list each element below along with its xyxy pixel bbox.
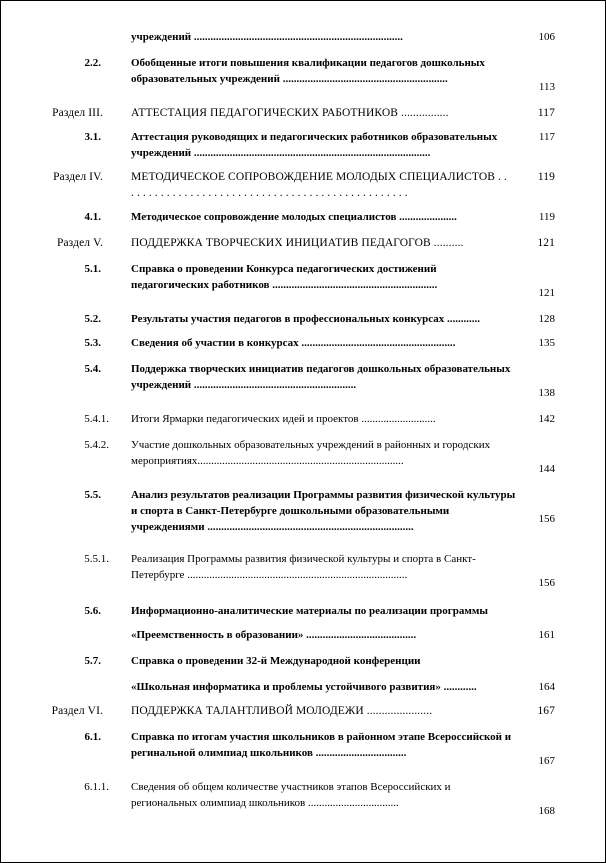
toc-entry-number: Раздел IV. [53, 171, 103, 183]
toc-entry-title-line: Сведения об участии в конкурсах ........................................................ [131, 337, 456, 349]
toc-entry-title-line: педагогических работников ............................................................ [131, 279, 438, 291]
toc-entry-title [131, 55, 526, 87]
toc-entry-title-line: . . . . . . . . . . . . . . . . . . . . . . . . . . . . . . . . . . . . . . . . . . . . . . . [131, 187, 408, 199]
toc-entry-title-line: региональных олимпиад школьников ................................. [131, 797, 399, 809]
toc-entry-number: 4.1. [84, 211, 101, 223]
toc-entry-title [131, 129, 526, 161]
toc-entry-number: 5.5. [84, 489, 101, 501]
toc-entry-title [131, 729, 526, 761]
toc-entry-page: 142 [538, 413, 555, 425]
toc-entry-number: Раздел VI. [51, 705, 103, 717]
toc-entry-number: 5.4.1. [84, 413, 109, 425]
toc-entry-title [131, 209, 526, 225]
toc-entry-title-line: Методическое сопровождение молодых специалистов ..................... [131, 211, 457, 223]
toc-entry-title-line: образовательных учреждений ............................................................ [131, 73, 448, 85]
toc-entry-number: 5.7. [84, 655, 101, 667]
toc-entry-page: 117 [538, 131, 555, 143]
toc-entry-title-line: учреждений ........................................................... [131, 379, 357, 391]
toc-entry-title [131, 437, 526, 469]
toc-entry-page: 167 [538, 755, 555, 767]
toc-entry-title-line: «Школьная информатика и проблемы устойчивого развития» ............ [131, 681, 477, 693]
toc-entry-title [131, 235, 526, 251]
toc-entry-title [131, 411, 526, 427]
toc-entry-number: 5.4.2. [84, 439, 109, 451]
toc-entry-page: 144 [538, 463, 555, 475]
toc-entry-title-line: Обобщенные итоги повышения квалификации педагогов дошкольных [131, 57, 485, 69]
toc-entry-number: 5.5.1. [84, 553, 109, 565]
toc-entry-title-line: ПОДДЕРЖКА ТАЛАНТЛИВОЙ МОЛОДЕЖИ ...................... [131, 705, 433, 717]
toc-entry-page: 121 [537, 237, 555, 249]
toc-entry-title [131, 361, 526, 393]
toc-entry-title-line: Справка о проведении 32-й Международной конференции [131, 655, 421, 667]
toc-entry-title-line: мероприятиях........................................................................... [131, 455, 404, 467]
toc-entry-title-line: «Преемственность в образовании» ........................................ [131, 629, 417, 641]
toc-entry-page: 128 [538, 313, 555, 325]
toc-entry-title-line: Информационно-аналитические материалы по реализации программы [131, 605, 488, 617]
toc-entry-page: 135 [538, 337, 555, 349]
toc-entry-title [131, 551, 526, 583]
toc-entry-title [131, 627, 526, 643]
toc-entry-title [131, 779, 526, 811]
toc-entry-title-line: ПОДДЕРЖКА ТВОРЧЕСКИХ ИНИЦИАТИВ ПЕДАГОГОВ .......... [131, 237, 464, 249]
toc-entry-title-line: Анализ результатов реализации Программы развития физической культуры [131, 489, 516, 501]
toc-entry-title [131, 261, 526, 293]
toc-entry-title-line: регинальной олимпиад школьников ................................. [131, 747, 407, 759]
toc-entry-title-line: учреждений ............................................................................ [131, 31, 403, 43]
toc-entry-title-line: учреждениями ........................................................................... [131, 521, 414, 533]
toc-entry-title-line: и спорта в Санкт-Петербурге дошкольными образовательными [131, 505, 450, 517]
toc-entry-number: Раздел V. [56, 237, 103, 249]
toc-entry-title-line: Аттестация руководящих и педагогических работников образовательных [131, 131, 498, 143]
toc-entry-title-line: Реализация Программы развития физической культуры и спорта в Санкт- [131, 553, 476, 565]
toc-entry-number: 5.3. [84, 337, 101, 349]
toc-entry-page: 106 [538, 31, 555, 43]
toc-entry-title [131, 703, 526, 719]
toc-entry-title-line: Справка по итогам участия школьников в районном этапе Всероссийской и [131, 731, 512, 743]
toc-entry-page: 168 [538, 805, 555, 817]
toc-entry-number: 6.1.1. [84, 781, 109, 793]
toc-entry-number: 5.1. [84, 263, 101, 275]
toc-entry-page: 156 [538, 577, 555, 589]
toc-entry-title [131, 603, 526, 619]
toc-entry-page: 117 [537, 107, 555, 119]
toc-entry-title [131, 105, 526, 121]
toc-entry-page: 138 [538, 387, 555, 399]
toc-entry-title [131, 335, 526, 351]
toc-entry-number: 5.2. [84, 313, 101, 325]
toc-entry-title [131, 487, 526, 535]
toc-entry-page: 121 [538, 287, 555, 299]
toc-entry-title-line: Сведения об общем количестве участников этапов Всероссийских и [131, 781, 451, 793]
toc-entry-page: 156 [538, 513, 555, 525]
toc-entry-title-line: учреждений ...................................................................................... [131, 147, 431, 159]
toc-entry-page: 161 [538, 629, 555, 641]
toc-entry-title-line: Петербурге ................................................................................ [131, 569, 408, 581]
toc-entry-title [131, 311, 526, 327]
toc-entry-number: 3.1. [84, 131, 101, 143]
toc-entry-number: 5.4. [84, 363, 101, 375]
toc-entry-page: 167 [537, 705, 555, 717]
toc-entry-title-line: АТТЕСТАЦИЯ ПЕДАГОГИЧЕСКИХ РАБОТНИКОВ ................ [131, 107, 449, 119]
toc-entry-title-line: МЕТОДИЧЕСКОЕ СОПРОВОЖДЕНИЕ МОЛОДЫХ СПЕЦИАЛИСТОВ . . [131, 171, 507, 183]
toc-entry-number: 2.2. [84, 57, 101, 69]
toc-entry-title [131, 653, 526, 669]
toc-entry-page: 164 [538, 681, 555, 693]
toc-entry-title-line: Поддержка творческих инициатив педагогов дошкольных образовательных [131, 363, 511, 375]
toc-entry-title-line: Участие дошкольных образовательных учреждений в районных и городских [131, 439, 491, 451]
toc-entry-page: 119 [537, 171, 555, 183]
toc-entry-title-line: Итоги Ярмарки педагогических идей и проектов ........................... [131, 413, 436, 425]
toc-entry-number: 5.6. [84, 605, 101, 617]
toc-entry-title [131, 29, 526, 45]
toc-entry-number: Раздел III. [52, 107, 103, 119]
toc-entry-page: 113 [538, 81, 555, 93]
toc-entry-title [131, 679, 526, 695]
toc-entry-number: 6.1. [84, 731, 101, 743]
toc-entry-title [131, 169, 526, 201]
toc-entry-title-line: Результаты участия педагогов в профессиональных конкурсах ............ [131, 313, 481, 325]
toc-entry-title-line: Справка о проведении Конкурса педагогических достижений [131, 263, 437, 275]
toc-entry-page: 119 [538, 211, 555, 223]
